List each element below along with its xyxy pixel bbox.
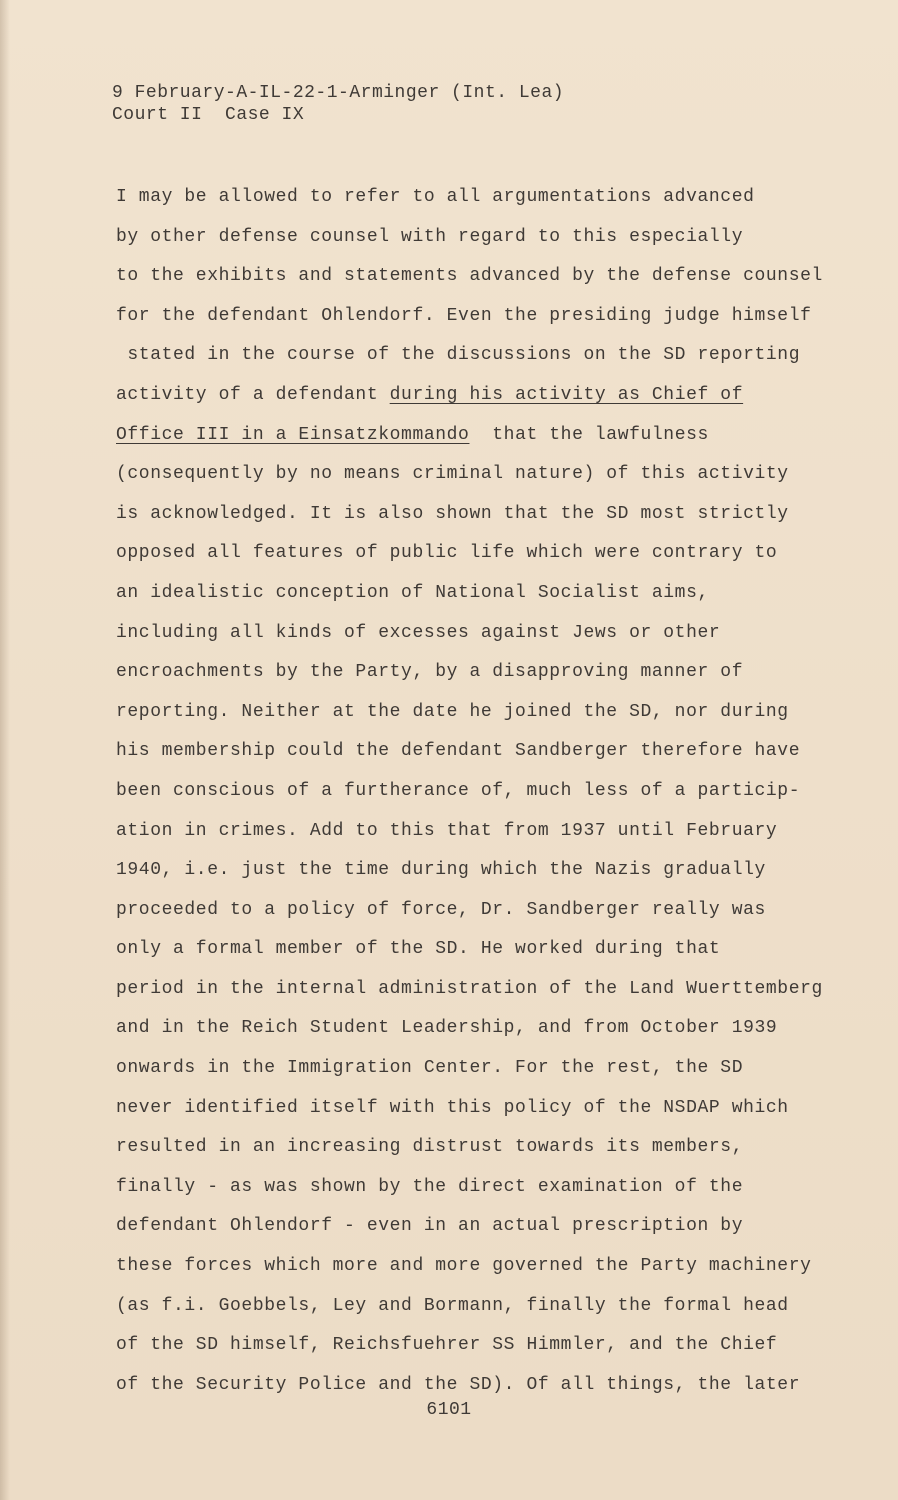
body-line: is acknowledged. It is also shown that the SD most strictly <box>116 503 789 524</box>
body-line: only a formal member of the SD. He worked during that <box>116 939 721 960</box>
document-header <box>112 82 564 126</box>
body-line: finally - as was shown by the direct examination of the <box>116 1176 744 1197</box>
body-line: including all kinds of excesses against Jews or other <box>116 622 721 643</box>
body-line: stated in the course of the discussions on the SD reporting <box>116 345 801 366</box>
body-line: and in the Reich Student Leadership, and from October 1939 <box>116 1018 778 1039</box>
body-line <box>116 376 856 416</box>
body-line: these forces which more and more governed the Party machinery <box>116 1256 812 1277</box>
body-line: period in the internal administration of the Land Wuerttemberg <box>116 978 823 999</box>
body-text: activity of a defendant <box>116 384 390 405</box>
body-line: onwards in the Immigration Center. For the rest, the SD <box>116 1058 744 1079</box>
body-line: ation in crimes. Add to this that from 1937 until February <box>116 820 778 841</box>
body-line <box>116 416 856 456</box>
body-line: encroachments by the Party, by a disapproving manner of <box>116 662 744 683</box>
page-number: 6101 <box>426 1400 472 1420</box>
body-line: been conscious of a furtherance of, much less of a particip- <box>116 780 801 801</box>
body-line: defendant Ohlendorf - even in an actual prescription by <box>116 1216 744 1237</box>
body-line: his membership could the defendant Sandberger therefore have <box>116 741 801 762</box>
body-text: that the lawfulness <box>469 424 709 445</box>
body-line: for the defendant Ohlendorf. Even the presiding judge himself <box>116 305 812 326</box>
body-line: 1940, i.e. just the time during which the Nazis gradually <box>116 860 766 881</box>
header-date-line: 9 February-A-IL-22-1-Arminger (Int. Lea) <box>112 83 565 103</box>
underlined-text: during his activity as Chief of <box>389 384 744 405</box>
page-edge-shadow <box>0 0 10 1500</box>
document-body <box>116 178 856 1405</box>
header-court-line: Court II Case IX <box>112 105 305 125</box>
body-line: of the Security Police and the SD). Of all things, the later <box>116 1374 801 1395</box>
body-line: proceeded to a policy of force, Dr. Sandberger really was <box>116 899 766 920</box>
body-line: opposed all features of public life which were contrary to <box>116 543 778 564</box>
body-line: never identified itself with this policy of the NSDAP which <box>116 1097 789 1118</box>
body-line: to the exhibits and statements advanced by the defense counsel <box>116 266 823 287</box>
body-line: reporting. Neither at the date he joined the SD, nor during <box>116 701 789 722</box>
underlined-text: Office III in a Einsatzkommando <box>116 424 470 445</box>
body-line: by other defense counsel with regard to this especially <box>116 226 744 247</box>
body-line: resulted in an increasing distrust towards its members, <box>116 1137 744 1158</box>
body-line: I may be allowed to refer to all argumentations advanced <box>116 187 755 207</box>
body-line: (consequently by no means criminal nature) of this activity <box>116 464 789 485</box>
body-line: (as f.i. Goebbels, Ley and Bormann, finally the formal head <box>116 1295 789 1316</box>
body-line: an idealistic conception of National Socialist aims, <box>116 582 709 603</box>
body-line: of the SD himself, Reichsfuehrer SS Himmler, and the Chief <box>116 1335 778 1356</box>
